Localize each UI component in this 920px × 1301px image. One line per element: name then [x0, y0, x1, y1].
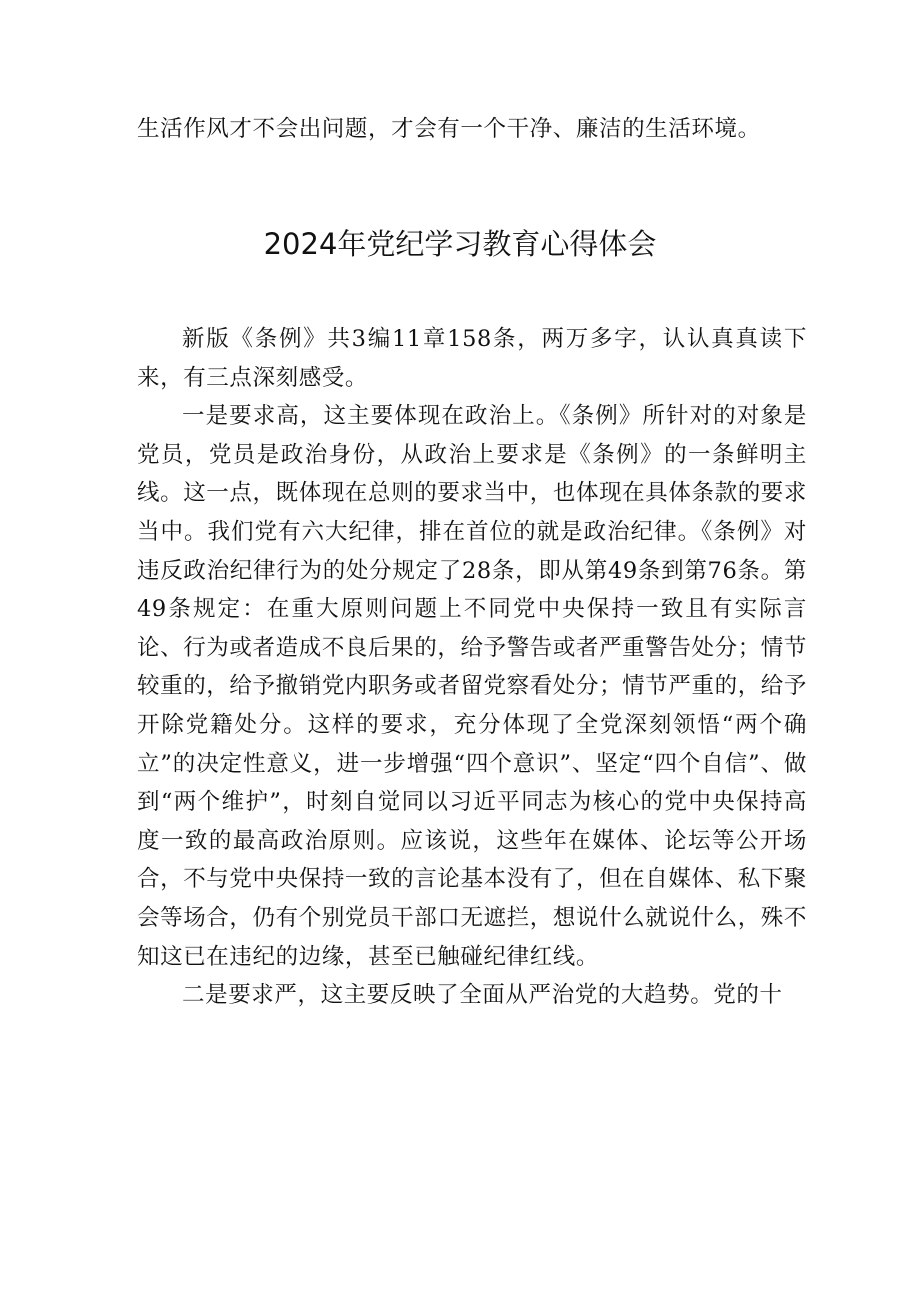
document-title: 2024年党纪学习教育心得体会: [263, 227, 657, 261]
document-body: [137, 320, 807, 1015]
body-paragraph-3: 二是要求严，这主要反映了全面从严治党的大趋势。党的十: [182, 982, 783, 1009]
body-paragraph-1: 新版《条例》共3编11章158条，两万多字，认认真真读下来，有三点深刻感受。: [137, 326, 807, 391]
body-paragraph-2: 一是要求高，这主要体现在政治上。《条例》所针对的对象是党员，党员是政治身份，从政治上要求是《条例》的一条鲜明主线。这一点，既体现在总则的要求当中，也体现在具体条款的要求当中。我们党有六大纪律，排在首位的就是政治纪律。《条例》对违反政治纪律行为的处分规定了28条，即从第49条到第76条。第49条规定：在重大原则问题上不同党中央保持一致且有实际言论、行为或者造成不良后果的，给予警告或者严重警告处分；情节较重的，给予撤销党内职务或者留党察看处分；情节严重的，给予开除党籍处分。这样的要求，充分体现了全党深刻领悟“两个确立”的决定性意义，进一步增强“四个意识”、坚定“四个自信”、做到“两个维护”，时刻自觉同以习近平同志为核心的党中央保持高度一致的最高政治原则。应该说，这些年在媒体、论坛等公开场合，不与党中央保持一致的言论基本没有了，但在自媒体、私下聚会等场合，仍有个别党员干部口无遮拦，想说什么就说什么，殊不知这已在违纪的边缘，甚至已触碰纪律红线。: [137, 403, 807, 970]
carryover-paragraph: 生活作风才不会出问题，才会有一个干净、廉洁的生活环境。: [137, 116, 761, 142]
